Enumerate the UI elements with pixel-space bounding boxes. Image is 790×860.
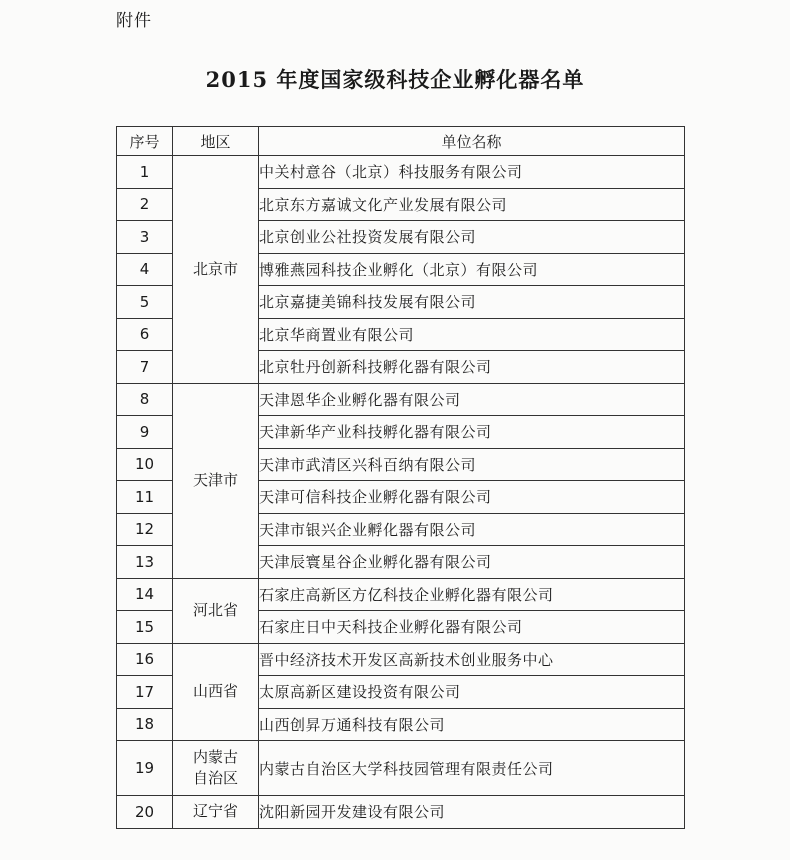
column-header-no: 序号: [117, 127, 173, 156]
unit-name: 天津新华产业科技孵化器有限公司: [259, 416, 685, 449]
row-number: 10: [117, 448, 173, 481]
region-cell: 辽宁省: [173, 796, 259, 829]
row-number: 3: [117, 221, 173, 254]
column-header-region: 地区: [173, 127, 259, 156]
row-number: 9: [117, 416, 173, 449]
table-row: [117, 156, 685, 189]
region-cell: 天津市: [173, 383, 259, 578]
unit-name: 博雅燕园科技企业孵化（北京）有限公司: [259, 253, 685, 286]
unit-name: 天津恩华企业孵化器有限公司: [259, 383, 685, 416]
row-number: 16: [117, 643, 173, 676]
row-number: 13: [117, 546, 173, 579]
unit-name: 天津市银兴企业孵化器有限公司: [259, 513, 685, 546]
row-number: 1: [117, 156, 173, 189]
row-number: 12: [117, 513, 173, 546]
unit-name: 天津辰寰星谷企业孵化器有限公司: [259, 546, 685, 579]
region-cell: 山西省: [173, 643, 259, 741]
unit-name: 内蒙古自治区大学科技园管理有限责任公司: [259, 741, 685, 796]
row-number: 8: [117, 383, 173, 416]
unit-name: 天津市武清区兴科百纳有限公司: [259, 448, 685, 481]
document-title: 2015 年度国家级科技企业孵化器名单: [205, 67, 585, 92]
attachment-label: 附件: [116, 11, 152, 31]
unit-name: 北京嘉捷美锦科技发展有限公司: [259, 286, 685, 319]
unit-name: 天津可信科技企业孵化器有限公司: [259, 481, 685, 514]
row-number: 11: [117, 481, 173, 514]
unit-name: 晋中经济技术开发区高新技术创业服务中心: [259, 643, 685, 676]
unit-name: 太原高新区建设投资有限公司: [259, 676, 685, 709]
row-number: 14: [117, 578, 173, 611]
unit-name: 山西创昇万通科技有限公司: [259, 708, 685, 741]
region-cell: 河北省: [173, 578, 259, 643]
unit-name: 北京创业公社投资发展有限公司: [259, 221, 685, 254]
column-header-unit: 单位名称: [259, 127, 685, 156]
unit-name: 沈阳新园开发建设有限公司: [259, 796, 685, 829]
row-number: 7: [117, 351, 173, 384]
table-header-row: [117, 127, 685, 156]
region-name: 内蒙古自治区: [192, 748, 238, 787]
row-number: 4: [117, 253, 173, 286]
row-number: 18: [117, 708, 173, 741]
row-number: 17: [117, 676, 173, 709]
table-row: [117, 643, 685, 676]
table-row: [117, 741, 685, 796]
unit-name: 石家庄高新区方亿科技企业孵化器有限公司: [259, 578, 685, 611]
region-cell: [173, 741, 259, 796]
row-number: 19: [117, 741, 173, 796]
table-row: [117, 578, 685, 611]
table-row: [117, 796, 685, 829]
table-row: [117, 383, 685, 416]
row-number: 6: [117, 318, 173, 351]
unit-name: 石家庄日中天科技企业孵化器有限公司: [259, 611, 685, 644]
region-cell: 北京市: [173, 156, 259, 384]
unit-name: 北京华商置业有限公司: [259, 318, 685, 351]
row-number: 2: [117, 188, 173, 221]
row-number: 20: [117, 796, 173, 829]
unit-name: 中关村意谷（北京）科技服务有限公司: [259, 156, 685, 189]
unit-name: 北京牡丹创新科技孵化器有限公司: [259, 351, 685, 384]
row-number: 15: [117, 611, 173, 644]
row-number: 5: [117, 286, 173, 319]
incubator-table: [116, 126, 685, 829]
unit-name: 北京东方嘉诚文化产业发展有限公司: [259, 188, 685, 221]
